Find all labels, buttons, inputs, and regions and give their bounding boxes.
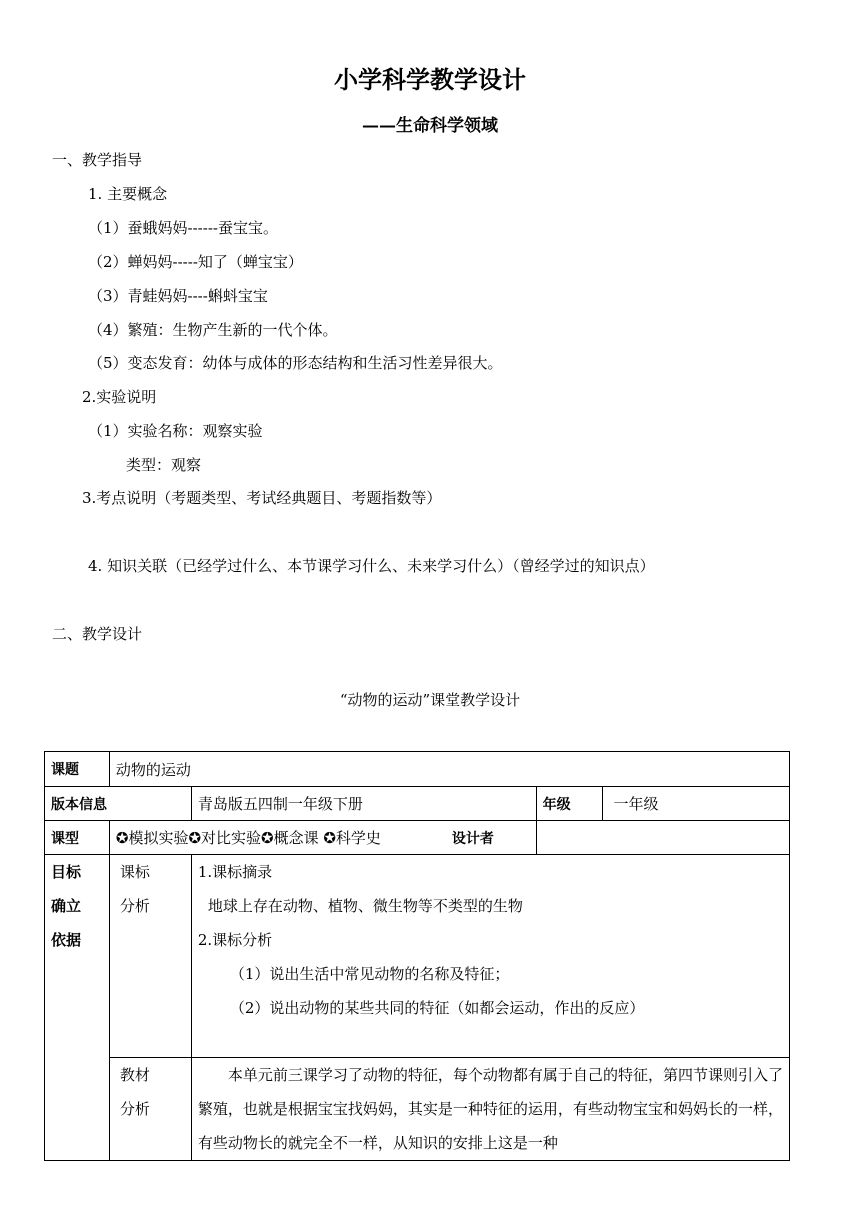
table-row [45, 1058, 790, 1161]
lesson-design-table [44, 751, 790, 1161]
concept-item: （3）青蛙妈妈----蝌蚪宝宝 [88, 287, 268, 305]
document-title: 小学科学教学设计 [334, 65, 526, 94]
concept-item: （4）繁殖：生物产生新的一代个体。 [88, 321, 338, 339]
topic-label: 课题 [45, 752, 110, 787]
table-row [45, 787, 790, 821]
material-label [109, 1058, 191, 1161]
basis-label-line: 目标 [51, 863, 82, 881]
basis-label [45, 855, 110, 1161]
version-value: 青岛版五四制一年级下册 [191, 787, 536, 821]
table-row [45, 752, 790, 787]
grade-label: 年级 [536, 787, 603, 821]
table-row [45, 821, 790, 855]
table-caption: “动物的运动”课堂教学设计 [339, 691, 521, 709]
standard-line: （1）说出生活中常见动物的名称及特征； [229, 965, 510, 983]
designer-label: 设计者 [451, 831, 494, 847]
standard-content [191, 855, 789, 1058]
material-label-line: 分析 [119, 1100, 150, 1118]
table-row [45, 855, 790, 1058]
item-experiment: 2.实验说明 [82, 388, 157, 406]
item-main-concepts: 1. 主要概念 [88, 185, 168, 203]
item-exam-points: 3.考点说明（考题类型、考试经典题目、考题指数等） [82, 489, 442, 507]
document-subtitle: ——生命科学领域 [362, 116, 498, 136]
concept-item: （5）变态发育：幼体与成体的形态结构和生活习性差异很大。 [88, 354, 503, 372]
experiment-type: 类型：观察 [126, 456, 202, 474]
basis-label-line: 依据 [51, 931, 82, 949]
grade-value: 一年级 [603, 787, 790, 821]
type-value [109, 821, 536, 855]
topic-value: 动物的运动 [109, 752, 789, 787]
standard-line: 1.课标摘录 [197, 863, 273, 881]
item-knowledge-link: 4. 知识关联（已经学过什么、本节课学习什么、未来学习什么）（曾经学过的知识点） [88, 557, 655, 575]
version-label: 版本信息 [45, 787, 192, 821]
standard-label-line: 分析 [119, 897, 150, 915]
concept-item: （2）蝉妈妈-----知了（蝉宝宝） [88, 253, 303, 271]
type-value-text: ✪模拟实验✪对比实验✪概念课 ✪科学史 [115, 829, 381, 847]
basis-label-line: 确立 [51, 897, 82, 915]
material-label-line: 教材 [119, 1066, 150, 1084]
section-heading-design: 二、教学设计 [52, 625, 143, 643]
experiment-name: （1）实验名称：观察实验 [88, 422, 263, 440]
designer-value [536, 821, 789, 855]
section-heading-guidance: 一、教学指导 [52, 151, 143, 169]
standard-line: 地球上存在动物、植物、微生物等不类型的生物 [207, 897, 523, 915]
concept-item: （1）蚕蛾妈妈------蚕宝宝。 [88, 219, 278, 237]
standard-label-line: 课标 [119, 863, 150, 881]
type-label: 课型 [45, 821, 110, 855]
standard-line: 2.课标分析 [197, 931, 273, 949]
standard-label [109, 855, 191, 1058]
standard-line: （2）说出动物的某些共同的特征（如都会运动，作出的反应） [229, 999, 645, 1017]
material-analysis-text: 本单元前三课学习了动物的特征，每个动物都有属于自己的特征，第四节课则引入了繁殖，也就是根据宝宝找妈妈，其实是一种特征的运用，有些动物宝宝和妈妈长的一样，有些动物长的就完全不一样，从知识的安排上这是一种 [191, 1058, 789, 1161]
